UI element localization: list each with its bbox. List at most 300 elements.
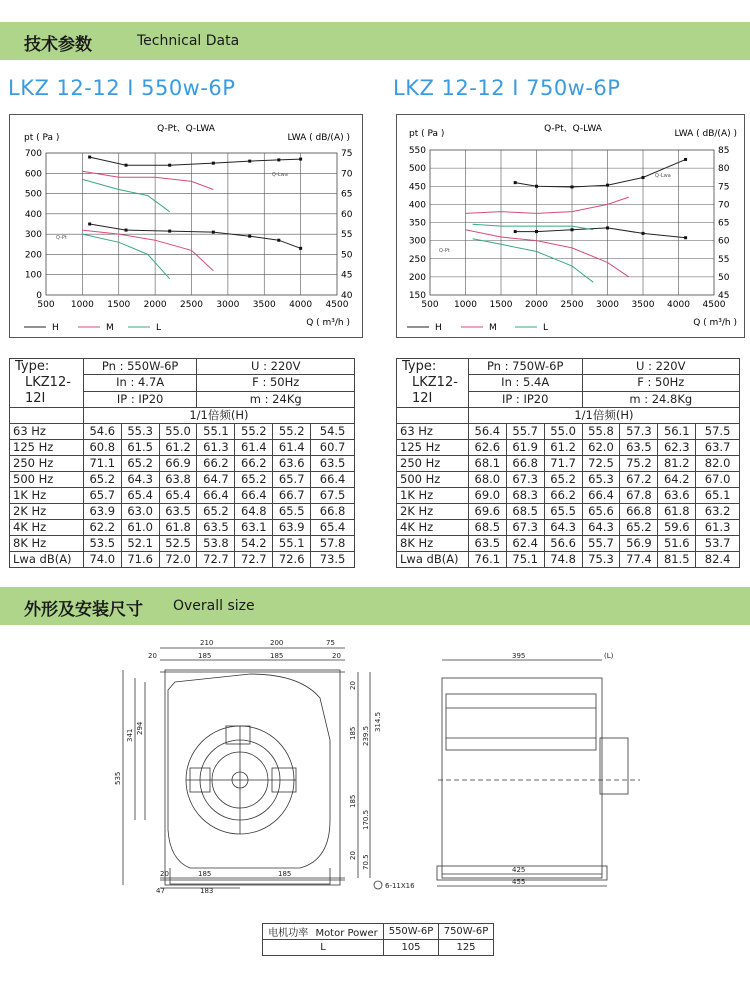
row-value: 76.1: [468, 552, 506, 568]
row-value: 61.4: [273, 440, 311, 456]
row-value: 81.2: [658, 456, 696, 472]
row-value: 56.4: [468, 424, 506, 440]
dim-top-20b: 20: [332, 652, 341, 660]
spec-ip: IP : IP20: [468, 391, 582, 407]
row-value: 67.2: [620, 472, 658, 488]
series-line-h-lwa: [90, 157, 301, 165]
legend-l-label: L: [156, 323, 162, 333]
row-value: 65.2: [544, 472, 582, 488]
spec-pn: Pn : 750W-6P: [468, 359, 582, 375]
x-tick-label: 2500: [180, 300, 203, 310]
row-value: 63.1: [235, 520, 273, 536]
side-view-inlet: [446, 694, 596, 750]
row-value: 68.5: [506, 504, 544, 520]
table-row: [397, 552, 740, 568]
row-value: 64.3: [121, 472, 159, 488]
data-point: [168, 230, 171, 233]
row-value: 66.2: [544, 488, 582, 504]
row-label: 8K Hz: [397, 536, 469, 552]
row-value: 66.2: [197, 456, 235, 472]
front-view-frame: [165, 670, 340, 885]
data-point: [88, 223, 91, 226]
dim-bottom-183: 183: [200, 887, 214, 895]
section-header-technical: [0, 22, 750, 60]
y-left-tick-label: 300: [408, 236, 426, 247]
data-point: [88, 156, 91, 159]
row-value: 71.7: [544, 456, 582, 472]
data-point: [571, 228, 574, 231]
legend-h-label: H: [435, 323, 442, 333]
row-value: 64.3: [582, 520, 620, 536]
y-right-tick-label: 55: [341, 230, 353, 241]
data-point: [514, 181, 517, 184]
y-left-tick-label: 700: [24, 149, 42, 159]
dim-right-185a: 185: [349, 726, 357, 740]
row-value: 65.6: [582, 504, 620, 520]
series-line-m-pt: [82, 230, 213, 271]
y-right-tick-label: 85: [718, 146, 730, 156]
y-right-tick-label: 40: [341, 291, 353, 301]
spec-in: In : 4.7A: [83, 375, 197, 391]
row-value: 67.5: [311, 488, 355, 504]
y-right-tick-label: 55: [718, 254, 730, 265]
chart-550-svg: [10, 115, 362, 337]
row-value: 65.3: [582, 472, 620, 488]
row-value: 53.5: [83, 536, 121, 552]
dim-left-294: 294: [136, 721, 144, 735]
table-row: [397, 520, 740, 536]
y-left-tick-label: 500: [408, 164, 426, 175]
y-right-label: LWA ( dB/(A) ): [287, 133, 350, 143]
row-value: 54.2: [235, 536, 273, 552]
row-value: 61.3: [197, 440, 235, 456]
dim-bottom-185b: 185: [278, 870, 292, 878]
y-right-tick-label: 45: [341, 270, 353, 281]
x-tick-label: 3000: [596, 300, 619, 310]
row-value: 65.5: [544, 504, 582, 520]
series-line-h-pt: [515, 228, 685, 238]
y-left-tick-label: 600: [24, 169, 42, 180]
dim-bottom-185a: 185: [198, 870, 212, 878]
spec-table-550: [9, 358, 355, 568]
y-left-tick-label: 0: [36, 291, 42, 301]
row-value: 63.5: [468, 536, 506, 552]
x-tick-label: 4000: [667, 300, 690, 310]
dim-side-425: 425: [512, 866, 526, 874]
table-row: [397, 424, 740, 440]
row-value: 62.4: [506, 536, 544, 552]
row-value: 55.1: [197, 424, 235, 440]
row-value: 71.6: [121, 552, 159, 568]
type-value: LKZ12-12I: [25, 375, 71, 406]
data-point: [248, 235, 251, 238]
band-header: 1/1倍频(H): [468, 408, 739, 424]
row-label: 1K Hz: [10, 488, 84, 504]
row-value: 55.2: [273, 424, 311, 440]
x-tick-label: 500: [37, 300, 55, 310]
row-value: 56.1: [658, 424, 696, 440]
motor-val-550: 105: [384, 940, 439, 956]
data-point: [571, 185, 574, 188]
spec-m: m : 24.8Kg: [582, 391, 739, 407]
data-point: [684, 236, 687, 239]
series-line-m-lwa: [82, 171, 213, 189]
y-right-tick-label: 65: [341, 189, 353, 200]
spec-u: U : 220V: [582, 359, 739, 375]
row-value: 65.7: [273, 472, 311, 488]
x-tick-label: 2000: [143, 300, 167, 310]
dim-bottom-47: 47: [156, 887, 165, 895]
section-title-en: Overall size: [173, 598, 255, 614]
type-label: Type:: [15, 359, 50, 374]
row-value: 57.8: [311, 536, 355, 552]
row-value: 68.1: [468, 456, 506, 472]
dim-side-395: 395: [512, 652, 526, 660]
row-value: 66.8: [506, 456, 544, 472]
dim-right-20b: 20: [349, 851, 357, 860]
dim-right-70: 70.5: [362, 854, 370, 870]
y-left-tick-label: 350: [408, 218, 426, 229]
motor-row-label: L: [263, 940, 384, 956]
row-value: 62.0: [582, 440, 620, 456]
row-label: 125 Hz: [397, 440, 469, 456]
row-value: 65.2: [121, 456, 159, 472]
row-value: 53.8: [197, 536, 235, 552]
dim-right-239: 239.5: [362, 725, 370, 746]
type-cell: [397, 359, 469, 408]
legend: [24, 323, 161, 333]
x-tick-label: 500: [421, 300, 439, 310]
row-value: 52.1: [121, 536, 159, 552]
spec-u: U : 220V: [197, 359, 355, 375]
row-value: 64.2: [658, 472, 696, 488]
hole-symbol: [374, 881, 382, 889]
row-value: 53.7: [696, 536, 740, 552]
section-title-cn: 外形及安装尺寸: [24, 600, 143, 620]
row-value: 61.0: [121, 520, 159, 536]
row-value: 56.9: [620, 536, 658, 552]
y-right-tick-label: 60: [341, 209, 353, 220]
y-left-tick-label: 300: [24, 230, 42, 241]
y-left-tick-label: 500: [24, 189, 42, 200]
spec-m: m : 24Kg: [197, 391, 355, 407]
series-line-l-lwa: [82, 179, 169, 211]
data-point: [277, 239, 280, 242]
row-value: 55.2: [235, 424, 273, 440]
row-label: 63 Hz: [10, 424, 84, 440]
y-left-tick-label: 550: [408, 146, 426, 156]
row-value: 64.3: [544, 520, 582, 536]
y-right-tick-label: 60: [718, 236, 730, 247]
row-value: 61.5: [121, 440, 159, 456]
row-value: 77.4: [620, 552, 658, 568]
y-left-tick-label: 100: [24, 270, 42, 281]
table-row: [397, 488, 740, 504]
row-value: 75.3: [582, 552, 620, 568]
row-value: 61.8: [658, 504, 696, 520]
row-value: 63.5: [197, 520, 235, 536]
row-value: 65.5: [273, 504, 311, 520]
motor-header-cn: 电机功率: [268, 928, 309, 939]
row-value: 60.7: [311, 440, 355, 456]
data-point: [248, 160, 251, 163]
dim-right-170: 170.5: [362, 809, 370, 830]
row-value: 63.5: [311, 456, 355, 472]
dim-top-20a: 20: [148, 652, 157, 660]
row-value: 54.6: [83, 424, 121, 440]
row-value: 63.0: [121, 504, 159, 520]
table-row: [10, 472, 355, 488]
row-value: 66.7: [273, 488, 311, 504]
row-value: 66.4: [197, 488, 235, 504]
row-value: 72.5: [582, 456, 620, 472]
row-label: 8K Hz: [10, 536, 84, 552]
data-point: [212, 231, 215, 234]
series-line-m-lwa: [466, 197, 629, 213]
row-value: 62.6: [468, 440, 506, 456]
motor-col-550: 550W-6P: [384, 924, 439, 940]
data-point: [535, 230, 538, 233]
dim-top-200: 200: [270, 639, 284, 647]
row-value: 55.0: [159, 424, 197, 440]
row-label: Lwa dB(A): [397, 552, 469, 568]
x-tick-label: 1000: [70, 300, 94, 310]
dim-top-185a: 185: [198, 652, 212, 660]
y-right-tick-label: 75: [341, 149, 353, 159]
chart-title: Q-Pt、Q-LWA: [544, 124, 602, 134]
table-row: [10, 488, 355, 504]
spec-table-750: [396, 358, 740, 568]
row-value: 75.1: [506, 552, 544, 568]
row-value: 81.5: [658, 552, 696, 568]
legend-m-label: M: [489, 323, 497, 333]
row-value: 63.9: [273, 520, 311, 536]
y-right-label: LWA ( dB/(A) ): [674, 129, 737, 139]
row-value: 72.7: [235, 552, 273, 568]
model-title-550: LKZ 12-12 I 550w-6P: [8, 76, 236, 100]
row-value: 68.3: [506, 488, 544, 504]
row-value: 65.2: [620, 520, 658, 536]
table-row: [397, 504, 740, 520]
type-value: LKZ12-12I: [412, 375, 458, 406]
table-row: [10, 520, 355, 536]
table-row: [10, 504, 355, 520]
y-right-tick-label: 45: [718, 291, 730, 301]
row-value: 64.8: [235, 504, 273, 520]
dim-right-20a: 20: [349, 681, 357, 690]
data-point: [642, 176, 645, 179]
legend-l-label: L: [543, 323, 549, 333]
section-header-overall-size: [0, 587, 750, 625]
data-point: [606, 226, 609, 229]
row-value: 68.0: [468, 472, 506, 488]
row-value: 56.6: [544, 536, 582, 552]
data-point: [299, 247, 302, 250]
annotation-q-pt: Q-Pt: [56, 235, 67, 241]
data-point: [125, 164, 128, 167]
row-label: 250 Hz: [397, 456, 469, 472]
x-tick-label: 4000: [289, 300, 313, 310]
row-value: 61.4: [235, 440, 273, 456]
data-point: [168, 164, 171, 167]
row-value: 55.3: [121, 424, 159, 440]
spec-ip: IP : IP20: [83, 391, 197, 407]
row-value: 69.0: [468, 488, 506, 504]
row-value: 61.2: [544, 440, 582, 456]
x-tick-label: 4500: [325, 300, 349, 310]
row-value: 61.2: [159, 440, 197, 456]
x-axis-label: Q ( m³/h ): [306, 318, 350, 328]
section-title-en: Technical Data: [137, 33, 240, 49]
row-value: 55.7: [506, 424, 544, 440]
row-value: 63.6: [273, 456, 311, 472]
row-label: 500 Hz: [397, 472, 469, 488]
row-value: 66.8: [620, 504, 658, 520]
y-left-tick-label: 250: [408, 254, 426, 265]
annotation-q-pt: Q-Pt: [439, 248, 450, 254]
row-label: 2K Hz: [397, 504, 469, 520]
x-tick-label: 2500: [560, 300, 584, 310]
row-value: 55.1: [273, 536, 311, 552]
row-value: 61.8: [159, 520, 197, 536]
spec-f: F : 50Hz: [197, 375, 355, 391]
row-value: 63.5: [620, 440, 658, 456]
row-value: 73.5: [311, 552, 355, 568]
dim-left-341: 341: [126, 728, 134, 742]
legend-h-label: H: [52, 323, 59, 333]
row-value: 65.2: [197, 504, 235, 520]
spec-in: In : 5.4A: [468, 375, 582, 391]
y-right-tick-label: 80: [718, 164, 730, 175]
dim-top-185b: 185: [270, 652, 284, 660]
row-value: 67.8: [620, 488, 658, 504]
y-left-tick-label: 200: [24, 250, 42, 261]
motor-col-750: 750W-6P: [439, 924, 494, 940]
row-value: 74.0: [83, 552, 121, 568]
row-value: 51.6: [658, 536, 696, 552]
dim-right-314: 314.5: [374, 711, 382, 732]
series-line-h-pt: [90, 224, 301, 248]
motor-header-cell: [263, 924, 384, 940]
row-value: 57.5: [696, 424, 740, 440]
row-label: 1K Hz: [397, 488, 469, 504]
row-value: 66.9: [159, 456, 197, 472]
model-title-750: LKZ 12-12 I 750w-6P: [393, 76, 621, 100]
row-value: 59.6: [658, 520, 696, 536]
band-empty: [10, 408, 84, 424]
row-value: 54.5: [311, 424, 355, 440]
y-right-tick-label: 50: [718, 272, 730, 283]
row-value: 63.9: [83, 504, 121, 520]
table-row: [397, 440, 740, 456]
row-value: 75.2: [620, 456, 658, 472]
motor-header-en: Motor Power: [315, 928, 378, 939]
y-left-tick-label: 400: [408, 200, 426, 211]
row-value: 55.0: [544, 424, 582, 440]
table-row: [397, 456, 740, 472]
row-label: 63 Hz: [397, 424, 469, 440]
chart-750-svg: [397, 115, 744, 337]
side-view-motor-box: [600, 738, 628, 794]
y-right-tick-label: 50: [341, 250, 353, 261]
row-value: 66.8: [311, 504, 355, 520]
performance-chart-550: [9, 114, 363, 338]
data-point: [277, 158, 280, 161]
row-value: 65.4: [121, 488, 159, 504]
row-value: 55.8: [582, 424, 620, 440]
y-right-tick-label: 70: [341, 169, 353, 180]
row-value: 62.3: [658, 440, 696, 456]
y-left-tick-label: 200: [408, 272, 426, 283]
type-cell: [10, 359, 84, 408]
y-right-tick-label: 75: [718, 182, 730, 193]
row-value: 64.7: [197, 472, 235, 488]
dim-left-535: 535: [114, 771, 122, 785]
data-point: [535, 185, 538, 188]
x-tick-label: 3500: [631, 300, 655, 310]
row-value: 67.3: [506, 472, 544, 488]
row-value: 63.5: [159, 504, 197, 520]
row-value: 63.7: [696, 440, 740, 456]
x-tick-label: 4500: [702, 300, 726, 310]
data-point: [514, 230, 517, 233]
row-value: 82.4: [696, 552, 740, 568]
y-left-tick-label: 450: [408, 182, 426, 193]
band-empty: [397, 408, 469, 424]
table-row: [10, 456, 355, 472]
row-value: 66.4: [582, 488, 620, 504]
row-value: 67.0: [696, 472, 740, 488]
row-value: 82.0: [696, 456, 740, 472]
x-tick-label: 1000: [454, 300, 477, 310]
row-value: 65.2: [235, 472, 273, 488]
row-value: 61.3: [696, 520, 740, 536]
data-point: [125, 229, 128, 232]
dim-right-185b: 185: [349, 794, 357, 808]
section-title-cn: 技术参数: [24, 35, 92, 55]
row-value: 63.6: [658, 488, 696, 504]
annotation-q-lwa: Q-Lwa: [272, 172, 288, 178]
row-value: 74.8: [544, 552, 582, 568]
y-left-tick-label: 400: [24, 209, 42, 220]
row-label: 4K Hz: [10, 520, 84, 536]
row-label: 125 Hz: [10, 440, 84, 456]
data-point: [212, 162, 215, 165]
data-point: [299, 158, 302, 161]
chart-title: Q-Pt、Q-LWA: [157, 124, 215, 134]
row-label: 4K Hz: [397, 520, 469, 536]
row-value: 67.3: [506, 520, 544, 536]
performance-chart-750: [396, 114, 745, 338]
row-value: 66.2: [235, 456, 273, 472]
series-line-l-pt: [473, 239, 594, 282]
motor-val-750: 125: [439, 940, 494, 956]
legend: [407, 323, 548, 333]
row-value: 65.1: [696, 488, 740, 504]
y-left-tick-label: 150: [408, 291, 426, 301]
row-value: 62.2: [83, 520, 121, 536]
table-row: [10, 440, 355, 456]
row-value: 66.4: [235, 488, 273, 504]
row-value: 65.4: [159, 488, 197, 504]
series-line-l-lwa: [473, 224, 594, 230]
dim-top-75: 75: [326, 639, 335, 647]
dim-side-455: 455: [512, 878, 526, 886]
band-header: 1/1倍频(H): [83, 408, 354, 424]
type-label: Type:: [402, 359, 437, 374]
hole-note: 6-11X16: [385, 882, 415, 890]
x-tick-label: 1500: [107, 300, 131, 310]
